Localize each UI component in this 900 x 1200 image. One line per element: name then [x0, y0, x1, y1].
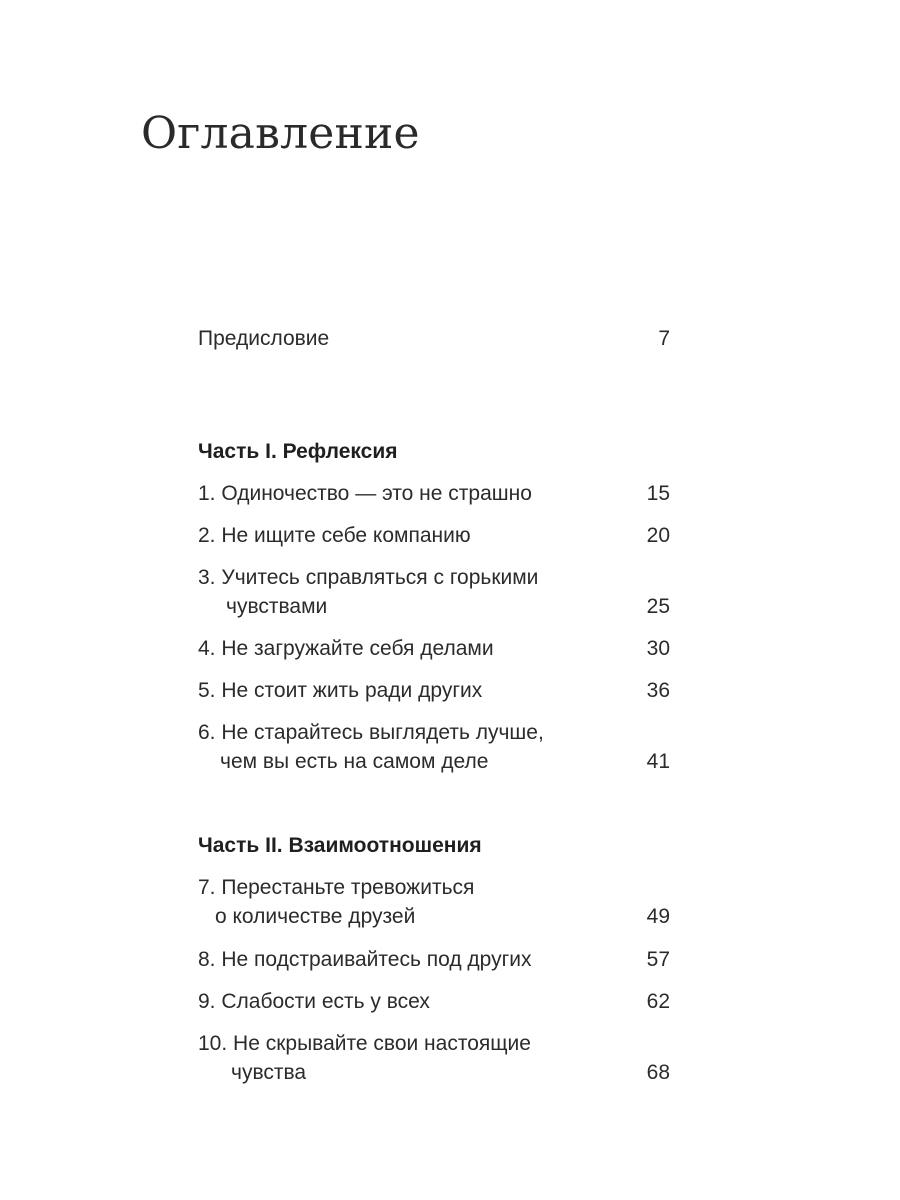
toc-entry-page: 41	[646, 750, 670, 773]
toc-entry-chapter-3-continued[interactable]	[198, 594, 670, 620]
toc-entry-page: 57	[646, 948, 670, 971]
toc-entry-chapter-10-continued[interactable]	[198, 1060, 670, 1086]
toc-entry-chapter-1[interactable]	[198, 481, 670, 507]
toc-entry-chapter-3[interactable]	[198, 565, 670, 591]
toc-entry-chapter-6[interactable]	[198, 720, 670, 746]
toc-entry-page: 15	[646, 482, 670, 505]
toc-entry-label: Предисловие	[198, 327, 330, 350]
toc-entry-page: 20	[646, 524, 670, 547]
toc-entry-chapter-7[interactable]	[198, 875, 670, 901]
toc-entry-label: 4. Не загружайте себя делами	[198, 637, 494, 660]
toc-entry-page: 49	[646, 905, 670, 928]
toc-entry-chapter-7-continued[interactable]	[198, 904, 670, 930]
toc-entry-label: 7. Перестаньте тревожиться	[198, 876, 475, 899]
toc-entry-chapter-9[interactable]	[198, 989, 670, 1015]
toc-entry-page: 25	[646, 595, 670, 618]
toc-entry-page: 62	[646, 990, 670, 1013]
toc-entry-label-continued: чувства	[231, 1061, 307, 1084]
toc-entry-label-continued: о количестве друзей	[215, 905, 416, 928]
toc-entry-label: 8. Не подстраивайтесь под других	[198, 948, 532, 971]
part-heading-1[interactable]: Часть I. Рефлексия	[198, 440, 398, 463]
toc-entry-label-continued: чем вы есть на самом деле	[220, 750, 489, 773]
toc-entry-preface[interactable]	[198, 326, 670, 352]
toc-entry-chapter-10[interactable]	[198, 1031, 670, 1057]
toc-entry-chapter-4[interactable]	[198, 636, 670, 662]
toc-entry-label-continued: чувствами	[226, 595, 328, 618]
toc-entry-page: 30	[646, 637, 670, 660]
toc-entry-label: 6. Не старайтесь выглядеть лучше,	[198, 721, 544, 744]
toc-entry-chapter-6-continued[interactable]	[198, 749, 670, 775]
toc-entry-chapter-2[interactable]	[198, 523, 670, 549]
toc-entry-label: 2. Не ищите себе компанию	[198, 524, 471, 547]
part-heading-2[interactable]: Часть II. Взаимоотношения	[198, 834, 482, 857]
toc-entry-page: 36	[646, 679, 670, 702]
toc-entry-page: 7	[658, 327, 670, 350]
toc-entry-label: 9. Слабости есть у всех	[198, 990, 430, 1013]
toc-entry-label: 10. Не скрывайте свои настоящие	[198, 1032, 531, 1055]
toc-entry-chapter-5[interactable]	[198, 678, 670, 704]
page-title: Оглавление	[141, 108, 420, 159]
toc-entry-label: 1. Одиночество — это не страшно	[198, 482, 532, 505]
toc-entry-page: 68	[646, 1061, 670, 1084]
toc-entry-chapter-8[interactable]	[198, 947, 670, 973]
toc-entry-label: 3. Учитесь справляться с горькими	[198, 566, 539, 589]
toc-entry-label: 5. Не стоит жить ради других	[198, 679, 483, 702]
